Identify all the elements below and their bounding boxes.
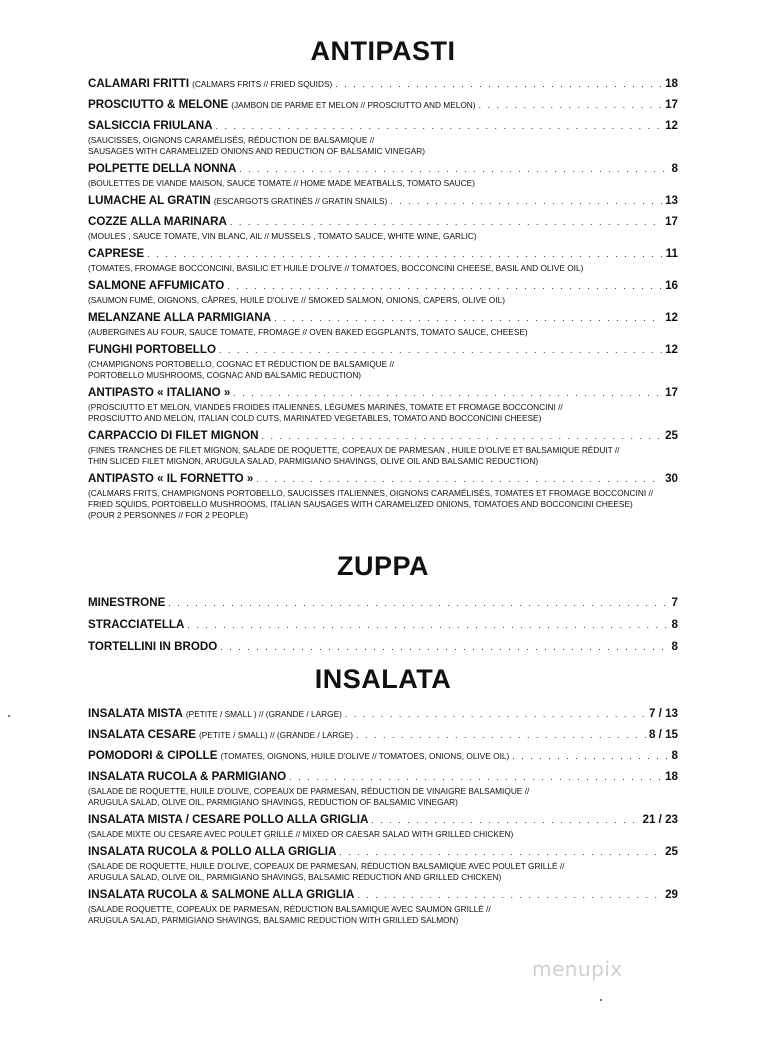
menu-item-description: FRIED SQUIDS, PORTOBELLO MUSHROOMS, ITALIAN SAUSAGES WITH CARAMELIZED ONIONS, TOMATOES AND BOCCONCINI CHEESE): [88, 499, 633, 509]
menu-item-name: INSALATA MISTA: [88, 707, 183, 720]
antipasti-items: [88, 75, 678, 521]
menu-item-description: (FINES TRANCHES DE FILET MIGNON, SALADE DE ROQUETTE, COPEAUX DE PARMESAN , HUILE D'OLIVE ET BALSAMIQUE RÉDUIT //: [88, 445, 620, 455]
menu-item-price: 21 / 23: [642, 813, 678, 826]
dot-leader: [256, 471, 662, 488]
dot-leader: [371, 812, 639, 829]
menu-item: [88, 309, 678, 338]
dot-leader: [216, 118, 663, 135]
menu-item-inline-description: (PETITE / SMALL) // (GRANDE / LARGE): [199, 730, 353, 740]
menu-item-line: [88, 309, 678, 327]
menu-item-line: [88, 470, 678, 488]
menu-item-name: INSALATA RUCOLA & PARMIGIANO: [88, 770, 287, 783]
menu-item-price: 17: [665, 215, 678, 228]
menu-item-price: 18: [665, 770, 678, 783]
menu-item-description: (PROSCIUTTO ET MELON, VIANDES FROIDES ITALIENNES, LÉGUMES MARINÉS, TOMATE ET FROMAGE BOCCONCINI //: [88, 402, 563, 412]
menu-item-line: [88, 811, 678, 829]
menu-item: [88, 843, 678, 883]
dot-leader: [512, 748, 668, 765]
menu-item: [88, 96, 678, 114]
menu-item-name: CAPRESE: [88, 247, 145, 260]
menu-item-line: [88, 768, 678, 786]
menu-item-line: [88, 594, 678, 612]
menu-item-description: (CHAMPIGNONS PORTOBELLO, COGNAC ET RÉDUCTION DE BALSAMIQUE //: [88, 359, 395, 369]
menu-item-line: [88, 843, 678, 861]
menu-item-name: MINESTRONE: [88, 596, 166, 609]
menu-item: [88, 470, 678, 521]
menu-item: [88, 747, 678, 765]
menu-item-name: CARPACCIO DI FILET MIGNON: [88, 429, 259, 442]
dot-leader: [147, 246, 663, 263]
dot-leader: [230, 214, 662, 231]
menu-item: [88, 192, 678, 210]
menu-item-name: ANTIPASTO « ITALIANO »: [88, 386, 231, 399]
menu-item-name: INSALATA MISTA / CESARE POLLO ALLA GRIGLIA: [88, 813, 369, 826]
menu-item: [88, 594, 678, 612]
menu-item-name: MELANZANE ALLA PARMIGIANA: [88, 311, 272, 324]
menu-item-description: (CALMARS FRITS, CHAMPIGNONS PORTOBELLO, SAUCISSES ITALIENNES, OIGNONS CARAMÉLISÉS, TOMATES ET FROMAGE BOCCONCINI //: [88, 488, 654, 498]
menu-item-description: ARUGULA SALAD, OLIVE OIL, PARMIGIANO SHAVINGS, REDUCTION OF BALSAMIC VINEGAR): [88, 797, 458, 807]
menu-item-price: 7 / 13: [648, 707, 678, 720]
menu-item-description: (AUBERGINES AU FOUR, SAUCE TOMATE, FROMAGE // OVEN BAKED EGGPLANTS, TOMATO SAUCE, CHEESE): [88, 327, 528, 337]
menu-item-description: ARUGULA SALAD, OLIVE OIL, PARMIGIANO SHAVINGS, BALSAMIC REDUCTION AND GRILLED CHICKEN): [88, 872, 502, 882]
section-zuppa: [88, 553, 678, 660]
menu-item: [88, 768, 678, 808]
menu-item-description: ARUGULA SALAD, PARMIGIANO SHAVINGS, BALSAMIC REDUCTION WITH GRILLED SALMON): [88, 915, 459, 925]
section-title-zuppa: ZUPPA: [336, 551, 429, 581]
menu-item: [88, 277, 678, 306]
dot-leader: [261, 428, 662, 445]
menu-item-name: LUMACHE AL GRATIN: [88, 194, 211, 207]
menu-item-price: 11: [665, 247, 678, 260]
menu-item-line: [88, 213, 678, 231]
menu-item-description: (SAUCISSES, OIGNONS CARAMÉLISÉS, RÉDUCTION DE BALSAMIQUE //: [88, 135, 375, 145]
menu-item-inline-description: (ESCARGOTS GRATINÉS // GRATIN SNAILS): [213, 196, 388, 206]
menu-item-name: POMODORI & CIPOLLE: [88, 749, 218, 762]
menu-item-description: PORTOBELLO MUSHROOMS, COGNAC AND BALSAMIC REDUCTION): [88, 370, 362, 380]
menu-item-price: 7: [671, 596, 678, 609]
menu-item-price: 25: [665, 845, 678, 858]
dot-leader: [168, 595, 668, 612]
dot-leader: [227, 278, 662, 295]
menu-item-price: 17: [665, 98, 678, 111]
menu-item-description: (SALADE ROQUETTE, COPEAUX DE PARMESAN, RÉDUCTION BALSAMIQUE AVEC SAUMON GRILLÉ //: [88, 904, 491, 914]
menu-item: [88, 160, 678, 189]
menu-item-price: 30: [665, 472, 678, 485]
menu-item-line: [88, 96, 678, 114]
menu-item-line: [88, 726, 678, 744]
menu-item-description: (MOULES , SAUCE TOMATE, VIN BLANC, AIL // MUSSELS , TOMATO SAUCE, WHITE WINE, GARLIC): [88, 231, 477, 241]
menu-item-description: (SALADE DE ROQUETTE, HUILE D'OLIVE, COPEAUX DE PARMESAN, RÉDUCTION DE VINAIGRE BALSAMIQUE //: [88, 786, 530, 796]
menu-item-name: STRACCIATELLA: [88, 618, 185, 631]
menu-item-description: (BOULETTES DE VIANDE MAISON, SAUCE TOMATE // HOME MADE MEATBALLS, TOMATO SAUCE): [88, 178, 475, 188]
menu-item-description: SAUSAGES WITH CARAMELIZED ONIONS AND REDUCTION OF BALSAMIC VINEGAR): [88, 146, 425, 156]
menu-item-name: FUNGHI PORTOBELLO: [88, 343, 216, 356]
menu-item: [88, 616, 678, 634]
menu-item-inline-description: (TOMATES, OIGNONS, HUILE D'OLIVE // TOMATOES, ONIONS, OLIVE OIL): [220, 751, 510, 761]
dot-leader: [274, 310, 662, 327]
menu-item-line: [88, 160, 678, 178]
menu-item-description: (POUR 2 PERSONNES // FOR 2 PEOPLE): [88, 510, 248, 520]
section-antipasti: [88, 38, 678, 524]
menu-item-line: [88, 638, 678, 656]
menu-item: [88, 384, 678, 424]
menu-item-line: [88, 384, 678, 402]
menu-item: [88, 705, 678, 723]
menu-item-inline-description: (PETITE / SMALL ) // (GRANDE / LARGE): [185, 709, 342, 719]
menu-item-price: 17: [665, 386, 678, 399]
menu-item-description: (SALADE DE ROQUETTE, HUILE D'OLIVE, COPEAUX DE PARMESAN, RÉDUCTION BALSAMIQUE AVEC POULET GRILLÉ //: [88, 861, 565, 871]
menu-item-description: (SALADE MIXTE OU CESARE AVEC POULET GRILLÉ // MIXED OR CAESAR SALAD WITH GRILLED CHICKEN): [88, 829, 514, 839]
menu-item-price: 12: [665, 119, 678, 132]
menu-item-name: TORTELLINI IN BRODO: [88, 640, 218, 653]
menu-item-line: [88, 341, 678, 359]
dot-leader: [187, 617, 668, 634]
dot-leader: [390, 193, 662, 210]
menu-item-line: [88, 886, 678, 904]
menu-item-name: CALAMARI FRITTI: [88, 77, 190, 90]
dot-leader: [239, 161, 668, 178]
menu-item-name: SALMONE AFFUMICATO: [88, 279, 225, 292]
menu-item-price: 18: [665, 77, 678, 90]
dot-leader: [335, 76, 662, 93]
menu-item: [88, 117, 678, 157]
menu-item-line: [88, 117, 678, 135]
dot-leader: [233, 385, 662, 402]
menu-item-name: COZZE ALLA MARINARA: [88, 215, 227, 228]
dot-leader: [219, 342, 662, 359]
menu-item-description: THIN SLICED FILET MIGNON, ARUGULA SALAD, PARMIGIANO SHAVINGS, OLIVE OIL AND BALSAMIC REDUCTION): [88, 456, 539, 466]
menu-item-inline-description: (JAMBON DE PARME ET MELON // PROSCIUTTO AND MELON): [231, 100, 476, 110]
menu-item-line: [88, 616, 678, 634]
section-insalata: [88, 666, 678, 929]
zuppa-items: [88, 594, 678, 656]
menu-item-price: 29: [665, 888, 678, 901]
menu-item-description: (TOMATES, FROMAGE BOCCONCINI, BASILIC ET HUILE D'OLIVE // TOMATOES, BOCCONCINI CHEESE, BASIL AND OLIVE OIL): [88, 263, 584, 273]
menu-item-price: 8: [671, 618, 678, 631]
dot-leader: [339, 844, 662, 861]
menu-item-name: INSALATA RUCOLA & SALMONE ALLA GRIGLIA: [88, 888, 355, 901]
dot-leader: [479, 97, 663, 114]
menu-item-price: 25: [665, 429, 678, 442]
menu-item-price: 12: [665, 311, 678, 324]
dot-leader: [289, 769, 662, 786]
menu-item-inline-description: (CALMARS FRITS // FRIED SQUIDS): [192, 79, 333, 89]
menu-item-price: 8: [671, 162, 678, 175]
menu-item: [88, 213, 678, 242]
menu-item-name: PROSCIUTTO & MELONE: [88, 98, 229, 111]
menupix-watermark: menupix: [532, 957, 623, 981]
menu-item-price: 16: [665, 279, 678, 292]
menu-item-price: 13: [665, 194, 678, 207]
menu-item: [88, 886, 678, 926]
menu-item: [88, 341, 678, 381]
menu-item-line: [88, 277, 678, 295]
menu-item-name: SALSICCIA FRIULANA: [88, 119, 213, 132]
menu-item-price: 8: [671, 749, 678, 762]
menu-item-name: INSALATA RUCOLA & POLLO ALLA GRIGLIA: [88, 845, 337, 858]
menu-item-price: 8: [671, 640, 678, 653]
menu-item-line: [88, 705, 678, 723]
menu-item-description: (SAUMON FUMÉ, OIGNONS, CÂPRES, HUILE D'OLIVE // SMOKED SALMON, ONIONS, CAPERS, OLIVE OIL): [88, 295, 505, 305]
menu-item: [88, 245, 678, 274]
menu-item-name: POLPETTE DELLA NONNA: [88, 162, 237, 175]
menu-item-line: [88, 75, 678, 93]
dot-leader: [345, 706, 646, 723]
menu-item: [88, 638, 678, 656]
menu-item-price: 12: [665, 343, 678, 356]
menu-item-name: INSALATA CESARE: [88, 728, 196, 741]
menu-item: [88, 811, 678, 840]
dot-leader: [356, 727, 646, 744]
scan-speck: [8, 715, 10, 717]
section-title-insalata: INSALATA: [314, 664, 452, 694]
menu-item-name: ANTIPASTO « IL FORNETTO »: [88, 472, 254, 485]
menu-item-line: [88, 192, 678, 210]
section-title-antipasti: ANTIPASTI: [310, 36, 456, 66]
scan-speck: [600, 999, 602, 1001]
menu-item: [88, 75, 678, 93]
menu-item: [88, 726, 678, 744]
insalata-items: [88, 705, 678, 926]
dot-leader: [220, 639, 668, 656]
menu-item-line: [88, 245, 678, 263]
menu-item-line: [88, 747, 678, 765]
menu-item-price: 8 / 15: [648, 728, 678, 741]
dot-leader: [357, 887, 662, 904]
menu-item: [88, 427, 678, 467]
menu-item-line: [88, 427, 678, 445]
menu-item-description: PROSCIUTTO AND MELON, ITALIAN COLD CUTS, MARINATED VEGETABLES, TOMATO AND BOCCONCINI CHEESE): [88, 413, 542, 423]
